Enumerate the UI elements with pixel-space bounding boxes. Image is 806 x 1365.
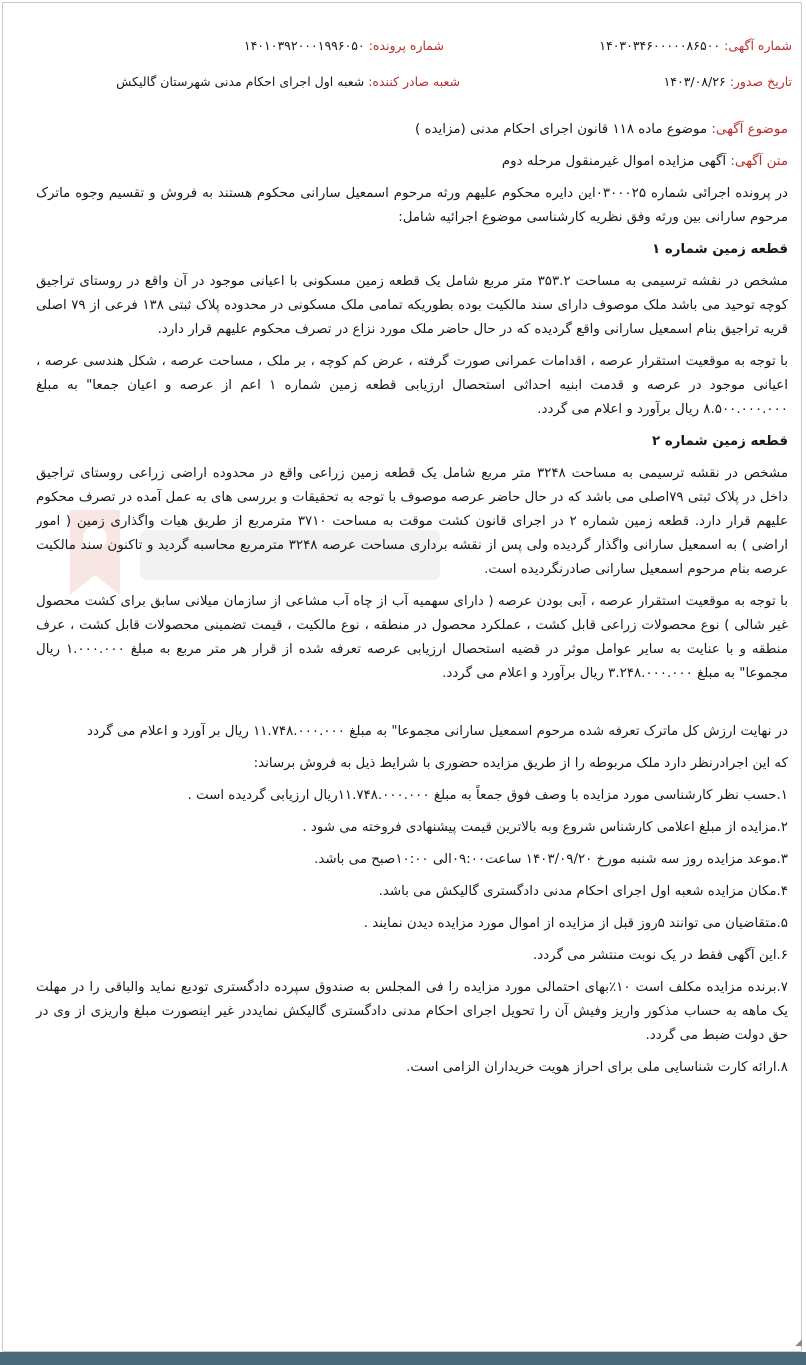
total-valuation: در نهایت ارزش کل ماترک تعرفه شده مرحوم اسمعیل سارانی مجموعا" به مبلغ ۱۱.۷۴۸.۰۰۰.۰۰۰ ریال بر آورد و اعلام می گردد: [87, 724, 788, 739]
issuer-label: شعبه صادر کننده:: [368, 74, 460, 89]
notice-text-label: متن آگهی:: [730, 154, 788, 169]
issue-date-row: [664, 74, 792, 89]
resize-grip-icon[interactable]: ◢: [795, 1338, 802, 1348]
notice-content: [36, 118, 788, 1088]
condition-item: ۷.برنده مزایده مکلف است ۱۰٪بهای احتمالی مورد مزایده را فی المجلس به صندوق سپرده دادگستری تودیع نماید والباقی را در مهلت یک ماهه به حساب مذکور واریز وفیش آن را تحویل اجرای احکام مدنی دادگستری گالیکش نمایددر غیر اینصورت مبلغ واریزی از وی در حق دولت ضبط می گردد.: [36, 980, 788, 1043]
condition-item: ۵.متقاضیان می توانند ۵روز قبل از مزایده از اموال مورد مزایده دیدن نمایند .: [363, 916, 788, 931]
intro-paragraph: در پرونده اجرائی شماره ۰۳۰۰۰۲۵این دایره محکوم علیهم ورثه مرحوم اسمعیل سارانی محکوم هستند به فروش و تقسیم وجوه ماترک مرحوم سارانی بین ورثه وفق نظریه کارشناسی موضوع اجرائیه شامل:: [36, 186, 789, 225]
issuer-row: [116, 74, 460, 89]
case-number-label: شماره پرونده:: [368, 38, 444, 53]
spacer: [36, 694, 788, 720]
parcel1-valuation: با توجه به موقعیت استقرار عرصه ، اقدامات عمرانی صورت گرفته ، عرض کم کوچه ، بر ملک ، مساحت عرصه ، شکل هندسی عرصه ، اعیانی موجود در عرصه و قدمت ابنیه احداثی استحصال ارزیابی قطعه زمین شماره ۱ اعم از عرصه و اعیان جمعا" به مبلغ ۸.۵۰۰.۰۰۰.۰۰۰ ریال برآورد و اعلام می گردد.: [36, 354, 788, 417]
subject-text: موضوع ماده ۱۱۸ قانون اجرای احکام مدنی (مزایده ): [415, 122, 708, 137]
issuer: شعبه اول اجرای احکام مدنی شهرستان گالیکش: [116, 74, 365, 89]
subject-line: [36, 118, 788, 142]
notice-number-row: [599, 38, 792, 53]
condition-item: ۳.موعد مزایده روز سه شنبه مورخ ۱۴۰۳/۰۹/۲۰ ساعت۰۹:۰۰الی ۱۰:۰۰صبح می باشد.: [314, 852, 788, 867]
parcel2-description: مشخص در نقشه ترسیمی به مساحت ۳۲۴۸ متر مربع شامل یک قطعه زمین زراعی واقع در محدوده اراضی زراعی روستای تراجیق داخل در پلاک ثبتی ۷۹اصلی می باشد که در حال حاضر عرصه موصوف با توجه به تحقیقات و بررسی های به عمل آمده در تصرف محکوم علیهم قرار دارد. قطعه زمین شماره ۲ در اجرای قانون کشت موقت به مساحت ۳۷۱۰ مترمربع از طریق هیات واگذاری زمین ( امور اراضی ) به اسمعیل سارانی واگذار گردیده ولی پس از نقشه برداری مساحت عرصه ۳۲۴۸ مترمربع محاسبه گردید و تاکنون سند مالکیت عرصه بنام مرحوم اسمعیل سارانی صادرنگردیده است.: [36, 466, 789, 577]
notice-number: ۱۴۰۳۰۳۴۶۰۰۰۰۰۸۶۵۰۰: [599, 38, 721, 53]
parcel1-title: قطعه زمین شماره ۱: [652, 242, 788, 257]
condition-item: ۶.این آگهی فقط در یک نوبت منتشر می گردد.: [533, 948, 788, 963]
subject-label: موضوع آگهی:: [711, 122, 788, 137]
condition-item: ۸.ارائه کارت شناسایی ملی برای احراز هویت خریداران الزامی است.: [406, 1060, 788, 1075]
issue-date-label: تاریخ صدور:: [729, 74, 792, 89]
condition-item: ۲.مزایده از مبلغ اعلامی کارشناس شروع وبه بالاترین قیمت پیشنهادی فروخته می شود .: [302, 820, 788, 835]
case-number: ۱۴۰۱۰۳۹۲۰۰۰۱۹۹۶۰۵۰: [243, 38, 365, 53]
parcel2-title: قطعه زمین شماره ۲: [652, 434, 788, 449]
bottom-bar: [0, 1352, 806, 1365]
issue-date: ۱۴۰۳/۰۸/۲۶: [663, 74, 726, 89]
condition-item: ۱.حسب نظر کارشناسی مورد مزایده با وصف فوق جمعاً به مبلغ ۱۱.۷۴۸.۰۰۰.۰۰۰ریال ارزیابی گردیده است .: [187, 788, 788, 803]
notice-text-line: [36, 150, 788, 174]
case-number-row: [244, 38, 444, 53]
conditions-lead: که این اجرادرنظر دارد ملک مربوطه را از طریق مزایده حضوری با شرایط ذیل به فروش برساند:: [253, 756, 788, 771]
parcel2-valuation: با توجه به موقعیت استقرار عرصه ، آبی بودن عرصه ( دارای سهمیه آب از چاه آب مشاعی از سازمان میلانی سابق برای کشت محصول غیر شالی ) نوع محصولات زراعی قابل کشت ، عملکرد محصول در منطقه ، نوع مالکیت ، قیمت تضمینی محصولات قابل کشت ، عرف منطقه و با عنایت به سایر عوامل موثر در قضیه استحصال ارزیابی عرصه تعرفه شده از قرار هر متر مربع به مبلغ ۱.۰۰۰.۰۰۰ ریال مجموعا" به مبلغ ۳.۲۴۸.۰۰۰.۰۰۰ ریال برآورد و اعلام می گردد.: [36, 594, 789, 681]
notice-text-title: آگهی مزایده اموال غیرمنقول مرحله دوم: [501, 154, 727, 169]
notice-number-label: شماره آگهی:: [724, 38, 792, 53]
condition-item: ۴.مکان مزایده شعبه اول اجرای احکام مدنی دادگستری گالیکش می باشد.: [378, 884, 788, 899]
parcel1-description: مشخص در نقشه ترسیمی به مساحت ۳۵۳.۲ متر مربع شامل یک قطعه زمین مسکونی با اعیانی موجود در آن واقع در روستای تراجیق کوچه توحید می باشد ملک موصوف دارای سند مالکیت بوده بطوریکه تمامی ملک مسکونی در محدوده پلاک ثبتی ۱۳۸ فرعی از ۷۹ اصلی قریه تراجیق بنام اسمعیل سارانی واقع گردیده که در حال حاضر ملک مورد نزاع در تصرف محکوم علیهم قرار دارد.: [36, 274, 789, 337]
